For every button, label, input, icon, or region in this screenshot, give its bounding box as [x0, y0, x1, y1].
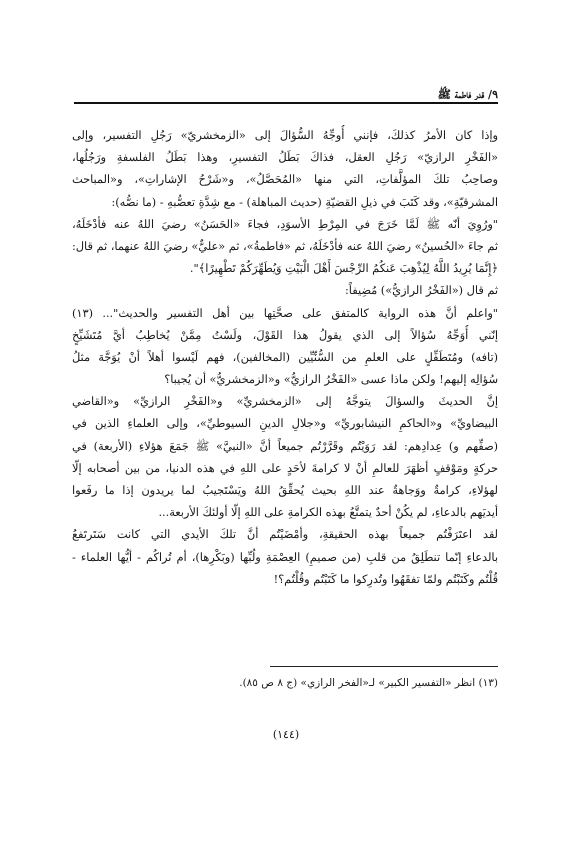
text-line: لهؤلاءِ، كرامةٌ ووَجاهةٌ عند اللهِ بحيث يُحقِّقُ اللهُ ويَسْتَجيبُ لما يريدون إذا ما رفَعوا [72, 484, 498, 497]
footnote-rule [270, 666, 498, 667]
text-line: سُؤالِه إليهم! ولكن ماذا عسى «الفَخْرُ الرازيُّ» و«الزمخشريُّ» أن يُجيبا؟ [164, 373, 498, 387]
body-text [72, 125, 498, 591]
header-rule [74, 102, 498, 104]
text-line: إنّني أُوَجِّهُ سُؤالاً إلى الذي يقولُ هذا القَوْلَ، ولَسْتُ مِمَّنْ يُخاطِبُ أيَّ مُتَشَيِّخٍ [72, 328, 498, 342]
text-line: لقد اعتَرَفْتُم جميعاً بهذه الحقيقةِ، وأمْضَيْتُم أنَّ تلكَ الأيدي التي كانت سَتَرتَفعُ [72, 528, 498, 542]
page-number: (١٤٤) [272, 728, 300, 741]
quote-line: "ورُوِيَ أنّه ﷺ لَمَّا خَرَجَ في المِرْطِ الأسوَدِ، فجاءَ «الحَسَنُ» رضيَ اللهُ عنه فأدْخَلَهُ، [72, 217, 498, 231]
running-header-title: ٩/ قدر فاطمة ﷺ [437, 88, 498, 101]
text-line: قُلْتُم وكَتَبْتُم ولمّا تفقَهُوا وتُدرِكوا ما كَتَبْتُم وقُلْتُم؟! [273, 572, 498, 586]
quote-line: "واعلم أنَّ هذه الرواية كالمتفق على صحَّتِها بين أهل التفسير والحديث"... (١٣) [72, 306, 498, 320]
quran-verse-line: ﴿إِنَّمَا يُرِيدُ اللَّهُ لِيُذْهِبَ عَنكُمُ الرِّجْسَ أَهْلَ الْبَيْتِ وَيُطَهِّرَكُمْ تَطْهِيرًا﴾". [189, 262, 498, 276]
text-line: حركةٍ ومَوْقفٍ أظهَرَ للعالمِ أنْ لا كرامةَ لأحَدٍ على اللهِ في هذه الدنيا، من بين أصحابه إلّا [72, 461, 498, 475]
footnote: (١٣) انظر «التفسير الكبير» لـ«الفخر الرازي» (ج ٨ ص ٨٥). [239, 677, 498, 689]
text-line: بالدعاءِ إنّما تنطَلِقُ من قلبِ (من صميمِ) العِصْمَةِ ولُبِّها (وبَكْرِها)، أم تُراكُم - أيُّها العلماء - [72, 550, 498, 564]
text-line: ثم قال («الفَخْرُ الرازيُّ») مُضِيفاً: [344, 284, 498, 298]
text-line: إنَّ الحديثَ والسؤالَ يتوجَّهُ إلى «الزمخشريِّ» و«الفَخْرِ الرازيِّ» و«القاضي [72, 395, 498, 409]
text-line: (صفِّهم و) عِدادِهم: لقد رَوَيْتُم وقَرَّرْتُم جميعاً أنَّ «النبيَّ» ﷺ جَمَعَ هؤلاءِ (الأربعة) في [72, 439, 498, 453]
text-line: وصاحِبُ تلكَ المؤلَّفاتِ، التي منها «المُحَصَّلُ»، و«شَرْحُ الإشاراتِ»، و«المباحث [72, 173, 498, 187]
text-line: وإذا كان الأمرُ كذلكَ، فإنني أُوجِّهُ السُّؤالَ إلى «الزمخشريّ» رَجُلِ التفسير، وإلى [72, 129, 498, 142]
quote-line: ثم جاءَ «الحُسينُ» رضيَ اللهُ عنه فأدْخَلَهُ، ثم «فاطمةُ»، ثم «عليٌّ» رضيَ اللهُ عنهما، ثم قال: [72, 239, 498, 253]
text-line: (تافه) ومُتَطَفِّلٍ على العلمِ من السُّنِّيِّين (المخالفين)، فهم لَيْسوا أهلاً أنْ يُوَجَّهَ مثلُ [72, 350, 498, 364]
text-line: أيديَهم بالدعاءِ، لم يكُنْ أحدٌ يتمتَّعُ بهذه الكرامةِ على اللهِ إلّا أولئكَ الأربعة... [158, 506, 498, 520]
text-line: المشرقيّةِ»، وقد كَتَبَ في ذيلِ القضيّةِ (حديث المباهلة) - مع شِدَّةِ تعصُّبهِ - (ما نصُّه): [111, 195, 498, 209]
text-line: البيضاويِّ» و«الحاكمِ النيشابوريِّ» و«جلالِ الدينِ السيوطيِّ»، وإلى العلماءِ الذين في [72, 417, 498, 431]
text-line: «الفَخْرِ الرازيّ» رَجُلِ العقل، فذاكَ بَطَلُ التفسيرِ، وهذا بَطَلُ الفلسفةِ ورَجُلُها، [72, 151, 498, 165]
